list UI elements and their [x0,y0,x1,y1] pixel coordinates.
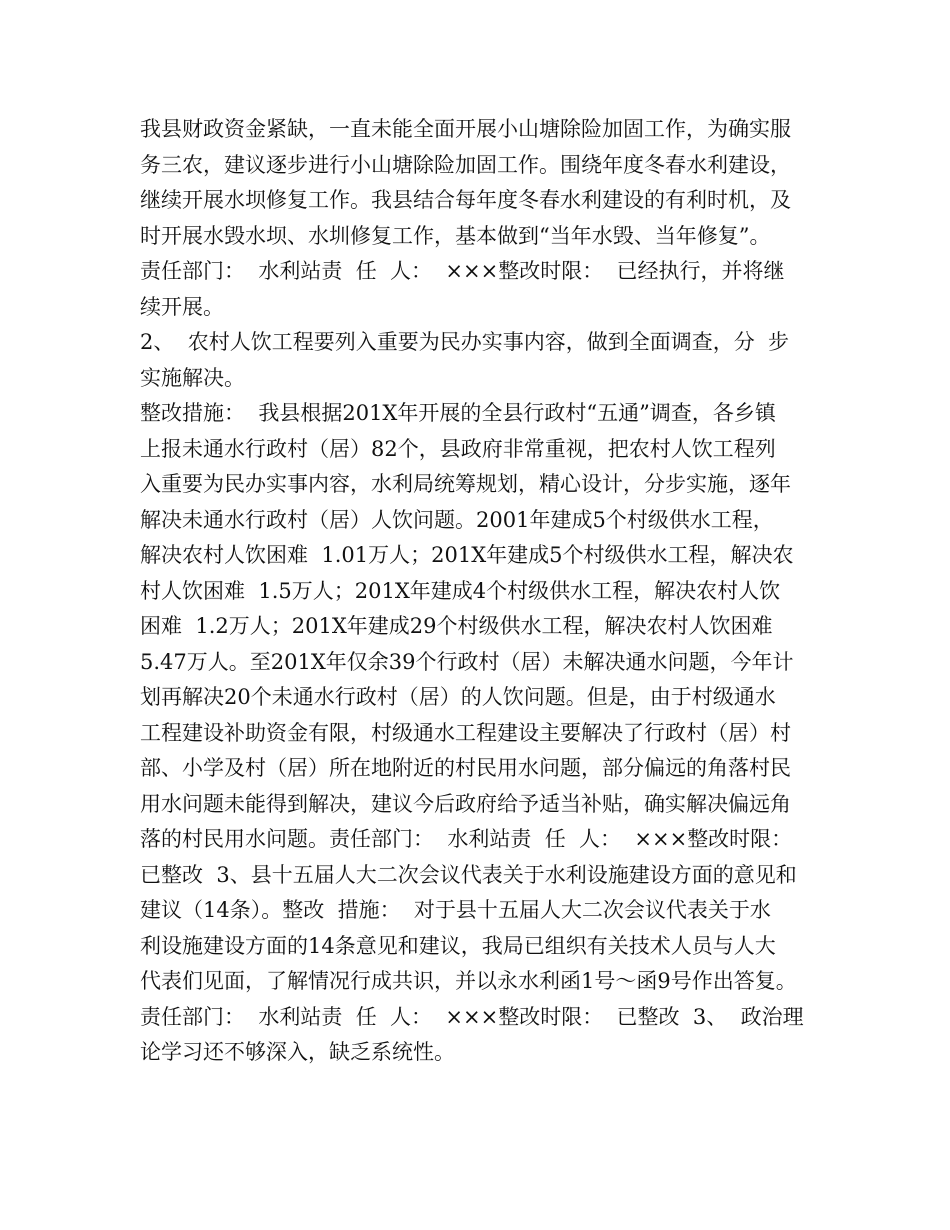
text-line: 解决农村人饮困难 1.01万人；201X年建成5个村级供水工程，解决农 [140,543,794,567]
text-line: 村人饮困难 1.5万人；201X年建成4个村级供水工程，解决农村人饮 [140,578,781,603]
text-line: 解决未通水行政村（居）人饮问题。2001年建成5个村级供水工程， [140,507,774,532]
text-line: 续开展。 [140,294,224,319]
text-line: 整改措施： 我县根据201X年开展的全县行政村“五通”调查，各乡镇 [140,401,776,425]
text-line: 入重要为民办实事内容，水利局统筹规划，精心设计，分步实施，逐年 [140,472,791,496]
text-line: 建议（14条）。整改 措施： 对于县十五届人大二次会议代表关于水 [140,898,771,922]
text-line: 已整改 3、县十五届人大二次会议代表关于水利设施建设方面的意见和 [140,862,797,887]
text-line: 5.47万人。至201X年仅余39个行政村（居）未解决通水问题，今年计 [140,649,794,674]
text-line: 责任部门： 水利站责 任 人： ×××整改时限： 已整改 3、 政治理 [140,1004,804,1029]
text-line: 利设施建设方面的14条意见和建议，我局已组织有关技术人员与人大 [140,933,776,958]
text-line: 困难 1.2万人；201X年建成29个村级供水工程，解决农村人饮困难 [140,614,773,638]
text-line: 2、 农村人饮工程要列入重要为民办实事内容，做到全面调查，分 步 [140,330,790,354]
text-line: 责任部门： 水利站责 任 人： ×××整改时限： 已经执行，并将继 [140,259,785,283]
text-line: 时开展水毁水坝、水圳修复工作，基本做到“当年水毁、当年修复”。 [140,223,771,248]
text-line: 务三农，建议逐步进行小山塘除险加固工作。围绕年度冬春水利建设， [140,152,791,177]
text-line: 工程建设补助资金有限，村级通水工程建设主要解决了行政村（居）村 [140,720,791,745]
body-text [140,112,830,1071]
text-line: 代表们见面，了解情况行成共识，并以永水利函1号～函9号作出答复。 [140,969,797,993]
text-line: 我县财政资金紧缺，一直未能全面开展小山塘除险加固工作，为确实服 [140,117,791,141]
text-line: 用水问题未能得到解决，建议今后政府给予适当补贴，确实解决偏远角 [140,791,791,816]
text-line: 落的村民用水问题。责任部门： 水利站责 任 人： ×××整改时限： [140,827,793,851]
text-line: 划再解决20个未通水行政村（居）的人饮问题。但是，由于村级通水 [140,685,776,709]
text-line: 实施解决。 [140,365,245,390]
text-line: 上报未通水行政村（居）82个，县政府非常重视，把农村人饮工程列 [140,436,776,461]
text-line: 部、小学及村（居）所在地附近的村民用水问题，部分偏远的角落村民 [140,756,791,780]
text-line: 论学习还不够深入，缺乏系统性。 [140,1040,455,1064]
text-line: 继续开展水坝修复工作。我县结合每年度冬春水利建设的有利时机，及 [140,188,791,212]
